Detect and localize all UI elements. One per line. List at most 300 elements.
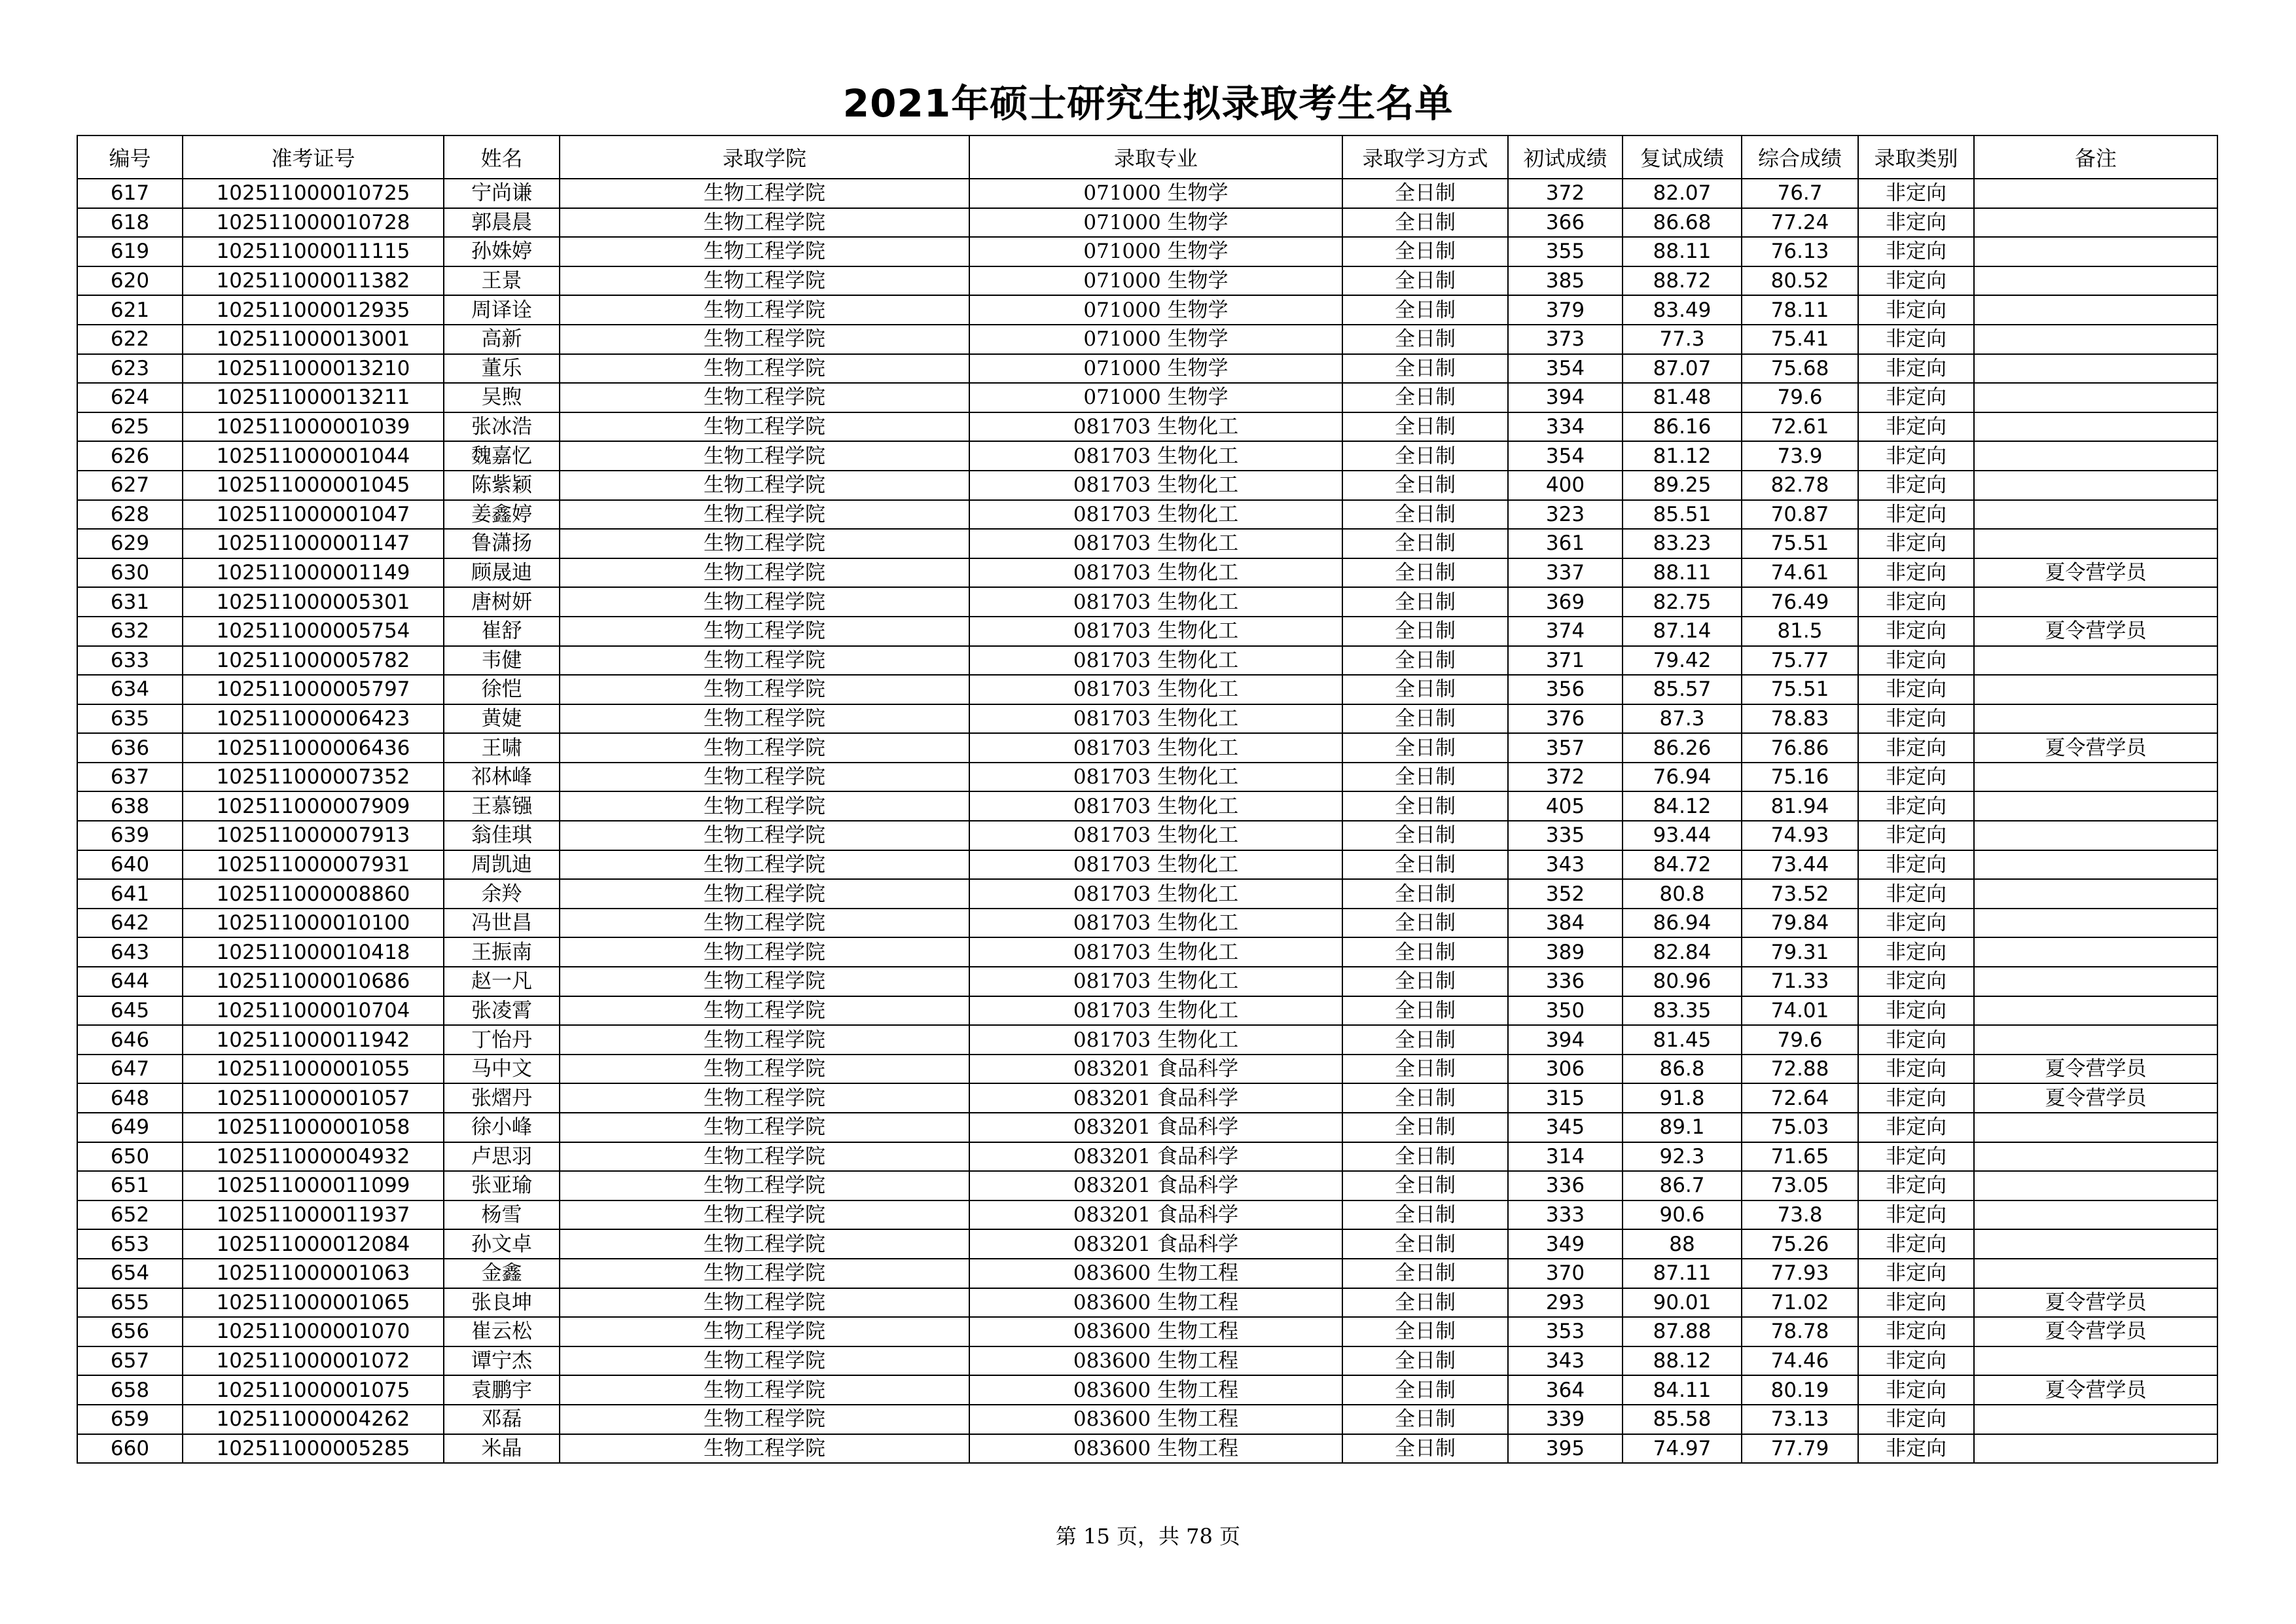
cell-total-score: 74.01 bbox=[1742, 996, 1858, 1026]
table-row bbox=[77, 1113, 2217, 1142]
cell-college: 生物工程学院 bbox=[560, 500, 969, 530]
cell-college: 生物工程学院 bbox=[560, 383, 969, 412]
cell-remark bbox=[1974, 996, 2217, 1026]
cell-no: 646 bbox=[77, 1025, 183, 1055]
cell-prelim-score: 372 bbox=[1508, 763, 1623, 792]
column-header-major: 录取专业 bbox=[969, 135, 1342, 179]
cell-retest-score: 79.42 bbox=[1623, 646, 1742, 676]
cell-exam-id: 102511000007352 bbox=[183, 763, 444, 792]
cell-name: 袁鹏宇 bbox=[444, 1375, 560, 1405]
cell-category: 非定向 bbox=[1858, 179, 1974, 208]
cell-name: 高新 bbox=[444, 325, 560, 354]
cell-exam-id: 102511000010728 bbox=[183, 208, 444, 238]
cell-retest-score: 81.45 bbox=[1623, 1025, 1742, 1055]
cell-exam-id: 102511000001149 bbox=[183, 558, 444, 588]
cell-remark bbox=[1974, 179, 2217, 208]
cell-retest-score: 91.8 bbox=[1623, 1083, 1742, 1113]
cell-prelim-score: 394 bbox=[1508, 383, 1623, 412]
cell-major: 081703 生物化工 bbox=[969, 791, 1342, 821]
cell-category: 非定向 bbox=[1858, 1171, 1974, 1200]
cell-total-score: 76.13 bbox=[1742, 237, 1858, 266]
table-row bbox=[77, 237, 2217, 266]
cell-study-mode: 全日制 bbox=[1342, 354, 1508, 384]
cell-prelim-score: 374 bbox=[1508, 617, 1623, 646]
cell-study-mode: 全日制 bbox=[1342, 1229, 1508, 1259]
cell-retest-score: 87.07 bbox=[1623, 354, 1742, 384]
cell-no: 651 bbox=[77, 1171, 183, 1200]
cell-college: 生物工程学院 bbox=[560, 1434, 969, 1464]
cell-major: 081703 生物化工 bbox=[969, 529, 1342, 558]
cell-exam-id: 102511000001063 bbox=[183, 1259, 444, 1288]
cell-name: 张熠丹 bbox=[444, 1083, 560, 1113]
cell-study-mode: 全日制 bbox=[1342, 1346, 1508, 1376]
cell-college: 生物工程学院 bbox=[560, 1405, 969, 1434]
cell-remark: 夏令营学员 bbox=[1974, 1375, 2217, 1405]
cell-exam-id: 102511000010704 bbox=[183, 996, 444, 1026]
cell-total-score: 77.24 bbox=[1742, 208, 1858, 238]
cell-study-mode: 全日制 bbox=[1342, 1025, 1508, 1055]
cell-major: 081703 生物化工 bbox=[969, 909, 1342, 938]
cell-name: 董乐 bbox=[444, 354, 560, 384]
cell-major: 081703 生物化工 bbox=[969, 500, 1342, 530]
cell-remark bbox=[1974, 1113, 2217, 1142]
cell-no: 637 bbox=[77, 763, 183, 792]
cell-total-score: 77.79 bbox=[1742, 1434, 1858, 1464]
cell-name: 王慕镪 bbox=[444, 791, 560, 821]
cell-category: 非定向 bbox=[1858, 412, 1974, 442]
cell-no: 644 bbox=[77, 967, 183, 996]
cell-college: 生物工程学院 bbox=[560, 325, 969, 354]
cell-total-score: 78.78 bbox=[1742, 1317, 1858, 1346]
cell-study-mode: 全日制 bbox=[1342, 1171, 1508, 1200]
table-row bbox=[77, 1142, 2217, 1172]
cell-exam-id: 102511000001039 bbox=[183, 412, 444, 442]
cell-prelim-score: 385 bbox=[1508, 266, 1623, 296]
cell-total-score: 72.88 bbox=[1742, 1055, 1858, 1084]
table-row bbox=[77, 646, 2217, 676]
cell-major: 071000 生物学 bbox=[969, 325, 1342, 354]
cell-category: 非定向 bbox=[1858, 879, 1974, 909]
cell-no: 653 bbox=[77, 1229, 183, 1259]
cell-college: 生物工程学院 bbox=[560, 704, 969, 734]
cell-remark: 夏令营学员 bbox=[1974, 1317, 2217, 1346]
cell-exam-id: 102511000001058 bbox=[183, 1113, 444, 1142]
table-row bbox=[77, 529, 2217, 558]
cell-category: 非定向 bbox=[1858, 325, 1974, 354]
cell-prelim-score: 353 bbox=[1508, 1317, 1623, 1346]
cell-college: 生物工程学院 bbox=[560, 646, 969, 676]
cell-exam-id: 102511000010418 bbox=[183, 937, 444, 967]
cell-total-score: 76.7 bbox=[1742, 179, 1858, 208]
cell-major: 081703 生物化工 bbox=[969, 704, 1342, 734]
cell-study-mode: 全日制 bbox=[1342, 733, 1508, 763]
cell-prelim-score: 366 bbox=[1508, 208, 1623, 238]
cell-remark bbox=[1974, 237, 2217, 266]
cell-remark bbox=[1974, 1405, 2217, 1434]
cell-category: 非定向 bbox=[1858, 237, 1974, 266]
cell-prelim-score: 357 bbox=[1508, 733, 1623, 763]
cell-name: 赵一凡 bbox=[444, 967, 560, 996]
cell-exam-id: 102511000011115 bbox=[183, 237, 444, 266]
cell-total-score: 73.52 bbox=[1742, 879, 1858, 909]
cell-prelim-score: 336 bbox=[1508, 1171, 1623, 1200]
table-row bbox=[77, 208, 2217, 238]
cell-exam-id: 102511000011937 bbox=[183, 1200, 444, 1230]
cell-total-score: 71.65 bbox=[1742, 1142, 1858, 1172]
table-row bbox=[77, 821, 2217, 850]
cell-category: 非定向 bbox=[1858, 763, 1974, 792]
cell-exam-id: 102511000007913 bbox=[183, 821, 444, 850]
cell-prelim-score: 354 bbox=[1508, 441, 1623, 471]
cell-category: 非定向 bbox=[1858, 1025, 1974, 1055]
cell-no: 621 bbox=[77, 295, 183, 325]
cell-major: 081703 生物化工 bbox=[969, 412, 1342, 442]
cell-total-score: 72.64 bbox=[1742, 1083, 1858, 1113]
cell-college: 生物工程学院 bbox=[560, 967, 969, 996]
cell-study-mode: 全日制 bbox=[1342, 996, 1508, 1026]
cell-name: 徐小峰 bbox=[444, 1113, 560, 1142]
cell-retest-score: 88.12 bbox=[1623, 1346, 1742, 1376]
cell-exam-id: 102511000007909 bbox=[183, 791, 444, 821]
cell-prelim-score: 384 bbox=[1508, 909, 1623, 938]
table-row bbox=[77, 1346, 2217, 1376]
cell-no: 617 bbox=[77, 179, 183, 208]
cell-retest-score: 88.11 bbox=[1623, 237, 1742, 266]
cell-major: 083201 食品科学 bbox=[969, 1200, 1342, 1230]
cell-total-score: 70.87 bbox=[1742, 500, 1858, 530]
cell-name: 唐树妍 bbox=[444, 587, 560, 617]
cell-category: 非定向 bbox=[1858, 704, 1974, 734]
cell-study-mode: 全日制 bbox=[1342, 1375, 1508, 1405]
cell-prelim-score: 315 bbox=[1508, 1083, 1623, 1113]
cell-no: 625 bbox=[77, 412, 183, 442]
cell-category: 非定向 bbox=[1858, 266, 1974, 296]
cell-no: 624 bbox=[77, 383, 183, 412]
cell-total-score: 77.93 bbox=[1742, 1259, 1858, 1288]
cell-major: 081703 生物化工 bbox=[969, 879, 1342, 909]
cell-exam-id: 102511000006436 bbox=[183, 733, 444, 763]
cell-no: 629 bbox=[77, 529, 183, 558]
cell-category: 非定向 bbox=[1858, 909, 1974, 938]
cell-retest-score: 88 bbox=[1623, 1229, 1742, 1259]
cell-retest-score: 84.72 bbox=[1623, 850, 1742, 880]
cell-exam-id: 102511000012084 bbox=[183, 1229, 444, 1259]
cell-name: 王振南 bbox=[444, 937, 560, 967]
cell-remark bbox=[1974, 354, 2217, 384]
cell-total-score: 74.46 bbox=[1742, 1346, 1858, 1376]
cell-name: 王景 bbox=[444, 266, 560, 296]
cell-category: 非定向 bbox=[1858, 1375, 1974, 1405]
cell-category: 非定向 bbox=[1858, 791, 1974, 821]
cell-category: 非定向 bbox=[1858, 1055, 1974, 1084]
cell-major: 081703 生物化工 bbox=[969, 646, 1342, 676]
cell-remark bbox=[1974, 295, 2217, 325]
cell-retest-score: 86.68 bbox=[1623, 208, 1742, 238]
cell-study-mode: 全日制 bbox=[1342, 1055, 1508, 1084]
cell-retest-score: 87.11 bbox=[1623, 1259, 1742, 1288]
cell-total-score: 73.05 bbox=[1742, 1171, 1858, 1200]
cell-category: 非定向 bbox=[1858, 850, 1974, 880]
cell-major: 081703 生物化工 bbox=[969, 675, 1342, 704]
cell-category: 非定向 bbox=[1858, 733, 1974, 763]
cell-name: 周凯迪 bbox=[444, 850, 560, 880]
cell-retest-score: 77.3 bbox=[1623, 325, 1742, 354]
cell-prelim-score: 333 bbox=[1508, 1200, 1623, 1230]
cell-remark bbox=[1974, 1259, 2217, 1288]
cell-exam-id: 102511000001147 bbox=[183, 529, 444, 558]
cell-no: 643 bbox=[77, 937, 183, 967]
cell-prelim-score: 335 bbox=[1508, 821, 1623, 850]
cell-college: 生物工程学院 bbox=[560, 266, 969, 296]
cell-prelim-score: 372 bbox=[1508, 179, 1623, 208]
cell-study-mode: 全日制 bbox=[1342, 383, 1508, 412]
cell-exam-id: 102511000006423 bbox=[183, 704, 444, 734]
cell-no: 649 bbox=[77, 1113, 183, 1142]
cell-category: 非定向 bbox=[1858, 646, 1974, 676]
cell-retest-score: 90.01 bbox=[1623, 1288, 1742, 1318]
cell-name: 张亚瑜 bbox=[444, 1171, 560, 1200]
cell-study-mode: 全日制 bbox=[1342, 879, 1508, 909]
cell-study-mode: 全日制 bbox=[1342, 471, 1508, 500]
cell-retest-score: 82.07 bbox=[1623, 179, 1742, 208]
cell-exam-id: 102511000013210 bbox=[183, 354, 444, 384]
cell-category: 非定向 bbox=[1858, 1200, 1974, 1230]
cell-study-mode: 全日制 bbox=[1342, 1288, 1508, 1318]
cell-remark bbox=[1974, 441, 2217, 471]
cell-no: 648 bbox=[77, 1083, 183, 1113]
cell-prelim-score: 389 bbox=[1508, 937, 1623, 967]
cell-retest-score: 83.23 bbox=[1623, 529, 1742, 558]
cell-category: 非定向 bbox=[1858, 675, 1974, 704]
cell-study-mode: 全日制 bbox=[1342, 1200, 1508, 1230]
table-row bbox=[77, 1083, 2217, 1113]
cell-study-mode: 全日制 bbox=[1342, 295, 1508, 325]
table-row bbox=[77, 441, 2217, 471]
cell-total-score: 76.86 bbox=[1742, 733, 1858, 763]
cell-prelim-score: 349 bbox=[1508, 1229, 1623, 1259]
cell-total-score: 80.19 bbox=[1742, 1375, 1858, 1405]
cell-college: 生物工程学院 bbox=[560, 471, 969, 500]
cell-major: 071000 生物学 bbox=[969, 354, 1342, 384]
column-header-study-mode: 录取学习方式 bbox=[1342, 135, 1508, 179]
table-row bbox=[77, 1200, 2217, 1230]
cell-total-score: 75.26 bbox=[1742, 1229, 1858, 1259]
cell-retest-score: 82.84 bbox=[1623, 937, 1742, 967]
cell-major: 081703 生物化工 bbox=[969, 617, 1342, 646]
table-row bbox=[77, 179, 2217, 208]
cell-total-score: 80.52 bbox=[1742, 266, 1858, 296]
cell-exam-id: 102511000005797 bbox=[183, 675, 444, 704]
table-row bbox=[77, 383, 2217, 412]
column-header-total-score: 综合成绩 bbox=[1742, 135, 1858, 179]
cell-total-score: 79.6 bbox=[1742, 1025, 1858, 1055]
cell-name: 崔舒 bbox=[444, 617, 560, 646]
cell-no: 635 bbox=[77, 704, 183, 734]
cell-no: 630 bbox=[77, 558, 183, 588]
cell-college: 生物工程学院 bbox=[560, 617, 969, 646]
cell-name: 孙姝婷 bbox=[444, 237, 560, 266]
cell-category: 非定向 bbox=[1858, 1288, 1974, 1318]
cell-category: 非定向 bbox=[1858, 996, 1974, 1026]
cell-exam-id: 102511000001072 bbox=[183, 1346, 444, 1376]
column-header-name: 姓名 bbox=[444, 135, 560, 179]
cell-category: 非定向 bbox=[1858, 587, 1974, 617]
cell-name: 张良坤 bbox=[444, 1288, 560, 1318]
cell-retest-score: 83.49 bbox=[1623, 295, 1742, 325]
cell-total-score: 75.51 bbox=[1742, 529, 1858, 558]
cell-prelim-score: 306 bbox=[1508, 1055, 1623, 1084]
cell-study-mode: 全日制 bbox=[1342, 179, 1508, 208]
cell-category: 非定向 bbox=[1858, 471, 1974, 500]
cell-exam-id: 102511000001055 bbox=[183, 1055, 444, 1084]
table-row bbox=[77, 1171, 2217, 1200]
cell-no: 619 bbox=[77, 237, 183, 266]
cell-no: 627 bbox=[77, 471, 183, 500]
cell-remark bbox=[1974, 266, 2217, 296]
cell-prelim-score: 343 bbox=[1508, 850, 1623, 880]
cell-total-score: 72.61 bbox=[1742, 412, 1858, 442]
cell-exam-id: 102511000004262 bbox=[183, 1405, 444, 1434]
cell-no: 659 bbox=[77, 1405, 183, 1434]
cell-major: 081703 生物化工 bbox=[969, 1025, 1342, 1055]
cell-retest-score: 80.8 bbox=[1623, 879, 1742, 909]
cell-prelim-score: 361 bbox=[1508, 529, 1623, 558]
cell-total-score: 81.94 bbox=[1742, 791, 1858, 821]
cell-remark bbox=[1974, 879, 2217, 909]
cell-category: 非定向 bbox=[1858, 1405, 1974, 1434]
table-row bbox=[77, 500, 2217, 530]
table-row bbox=[77, 1405, 2217, 1434]
cell-college: 生物工程学院 bbox=[560, 237, 969, 266]
cell-remark: 夏令营学员 bbox=[1974, 617, 2217, 646]
cell-prelim-score: 370 bbox=[1508, 1259, 1623, 1288]
cell-study-mode: 全日制 bbox=[1342, 500, 1508, 530]
cell-major: 083600 生物工程 bbox=[969, 1288, 1342, 1318]
cell-college: 生物工程学院 bbox=[560, 1113, 969, 1142]
cell-college: 生物工程学院 bbox=[560, 1288, 969, 1318]
cell-major: 083600 生物工程 bbox=[969, 1434, 1342, 1464]
cell-college: 生物工程学院 bbox=[560, 850, 969, 880]
cell-name: 徐恺 bbox=[444, 675, 560, 704]
cell-total-score: 79.6 bbox=[1742, 383, 1858, 412]
cell-exam-id: 102511000011382 bbox=[183, 266, 444, 296]
cell-name: 姜鑫婷 bbox=[444, 500, 560, 530]
cell-no: 634 bbox=[77, 675, 183, 704]
cell-college: 生物工程学院 bbox=[560, 1171, 969, 1200]
table-row bbox=[77, 1375, 2217, 1405]
cell-prelim-score: 334 bbox=[1508, 412, 1623, 442]
cell-retest-score: 82.75 bbox=[1623, 587, 1742, 617]
cell-prelim-score: 336 bbox=[1508, 967, 1623, 996]
cell-exam-id: 102511000013211 bbox=[183, 383, 444, 412]
cell-remark bbox=[1974, 587, 2217, 617]
cell-major: 083201 食品科学 bbox=[969, 1113, 1342, 1142]
cell-major: 071000 生物学 bbox=[969, 266, 1342, 296]
cell-college: 生物工程学院 bbox=[560, 441, 969, 471]
cell-total-score: 75.51 bbox=[1742, 675, 1858, 704]
cell-category: 非定向 bbox=[1858, 1229, 1974, 1259]
table-row bbox=[77, 791, 2217, 821]
cell-name: 黄婕 bbox=[444, 704, 560, 734]
cell-total-score: 78.83 bbox=[1742, 704, 1858, 734]
cell-no: 636 bbox=[77, 733, 183, 763]
admission-table bbox=[77, 135, 2218, 1464]
cell-no: 640 bbox=[77, 850, 183, 880]
cell-prelim-score: 395 bbox=[1508, 1434, 1623, 1464]
cell-retest-score: 92.3 bbox=[1623, 1142, 1742, 1172]
cell-category: 非定向 bbox=[1858, 1083, 1974, 1113]
cell-category: 非定向 bbox=[1858, 500, 1974, 530]
cell-name: 余羚 bbox=[444, 879, 560, 909]
page-footer: 第 15 页，共 78 页 bbox=[1055, 1524, 1241, 1549]
cell-prelim-score: 337 bbox=[1508, 558, 1623, 588]
cell-category: 非定向 bbox=[1858, 383, 1974, 412]
table-row bbox=[77, 295, 2217, 325]
cell-remark bbox=[1974, 1434, 2217, 1464]
cell-study-mode: 全日制 bbox=[1342, 237, 1508, 266]
cell-prelim-score: 352 bbox=[1508, 879, 1623, 909]
cell-remark bbox=[1974, 675, 2217, 704]
cell-no: 655 bbox=[77, 1288, 183, 1318]
cell-college: 生物工程学院 bbox=[560, 937, 969, 967]
cell-no: 641 bbox=[77, 879, 183, 909]
cell-exam-id: 102511000010725 bbox=[183, 179, 444, 208]
cell-study-mode: 全日制 bbox=[1342, 821, 1508, 850]
cell-major: 071000 生物学 bbox=[969, 179, 1342, 208]
cell-college: 生物工程学院 bbox=[560, 558, 969, 588]
cell-study-mode: 全日制 bbox=[1342, 441, 1508, 471]
cell-exam-id: 102511000001070 bbox=[183, 1317, 444, 1346]
cell-prelim-score: 371 bbox=[1508, 646, 1623, 676]
cell-remark: 夏令营学员 bbox=[1974, 1055, 2217, 1084]
cell-total-score: 74.61 bbox=[1742, 558, 1858, 588]
cell-major: 071000 生物学 bbox=[969, 383, 1342, 412]
cell-remark bbox=[1974, 646, 2217, 676]
table-row bbox=[77, 1288, 2217, 1318]
table-row bbox=[77, 1055, 2217, 1084]
column-header-category: 录取类别 bbox=[1858, 135, 1974, 179]
cell-remark bbox=[1974, 1171, 2217, 1200]
cell-prelim-score: 405 bbox=[1508, 791, 1623, 821]
cell-category: 非定向 bbox=[1858, 1113, 1974, 1142]
cell-study-mode: 全日制 bbox=[1342, 967, 1508, 996]
cell-college: 生物工程学院 bbox=[560, 179, 969, 208]
table-row bbox=[77, 266, 2217, 296]
cell-name: 金鑫 bbox=[444, 1259, 560, 1288]
cell-category: 非定向 bbox=[1858, 937, 1974, 967]
cell-major: 081703 生物化工 bbox=[969, 558, 1342, 588]
cell-total-score: 79.84 bbox=[1742, 909, 1858, 938]
cell-exam-id: 102511000007931 bbox=[183, 850, 444, 880]
cell-remark bbox=[1974, 1346, 2217, 1376]
cell-study-mode: 全日制 bbox=[1342, 617, 1508, 646]
cell-retest-score: 87.3 bbox=[1623, 704, 1742, 734]
cell-major: 081703 生物化工 bbox=[969, 763, 1342, 792]
cell-major: 081703 生物化工 bbox=[969, 967, 1342, 996]
cell-college: 生物工程学院 bbox=[560, 1025, 969, 1055]
cell-major: 081703 生物化工 bbox=[969, 821, 1342, 850]
cell-total-score: 75.77 bbox=[1742, 646, 1858, 676]
cell-name: 孙文卓 bbox=[444, 1229, 560, 1259]
cell-retest-score: 76.94 bbox=[1623, 763, 1742, 792]
cell-college: 生物工程学院 bbox=[560, 1083, 969, 1113]
cell-category: 非定向 bbox=[1858, 1317, 1974, 1346]
cell-total-score: 79.31 bbox=[1742, 937, 1858, 967]
cell-category: 非定向 bbox=[1858, 617, 1974, 646]
cell-retest-score: 85.51 bbox=[1623, 500, 1742, 530]
cell-major: 081703 生物化工 bbox=[969, 733, 1342, 763]
cell-total-score: 73.8 bbox=[1742, 1200, 1858, 1230]
